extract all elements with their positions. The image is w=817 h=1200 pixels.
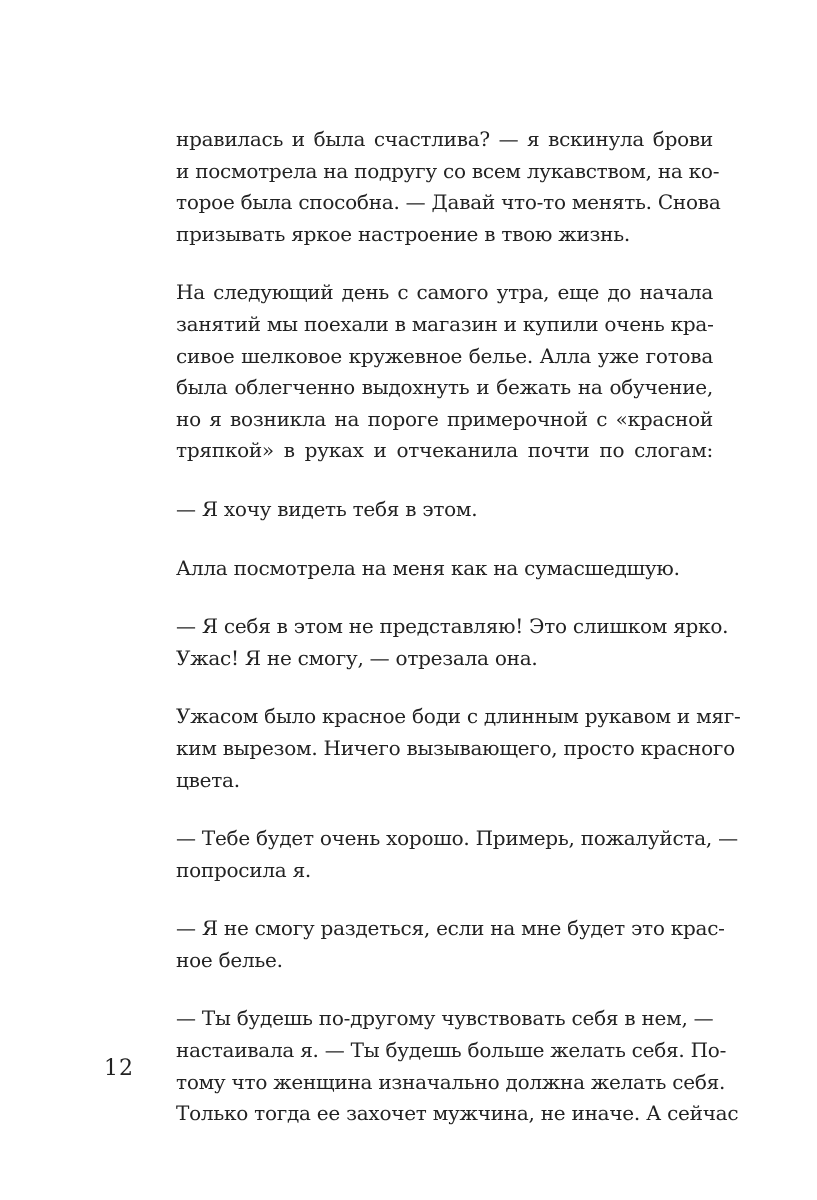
text-line: — Тебе будет очень хорошо. Примерь, пожалуйста, — [176, 826, 738, 851]
text-line: тому что женщина изначально должна желать себя. [176, 1069, 726, 1094]
text-line: Только тогда ее захочет мужчина, не иначе. А сейчас [176, 1101, 739, 1126]
text-line: призывать яркое настроение в твою жизнь. [176, 221, 630, 246]
text-line: попросила я. [176, 857, 312, 882]
page-number: 12 [104, 1056, 134, 1081]
text-line: — Я хочу видеть тебя в этом. [176, 496, 478, 521]
text-line: нравилась и была счастлива? — я вскинула брови [176, 127, 713, 151]
text-line: занятий мы поехали в магазин и купили очень кра- [176, 311, 714, 336]
text-line: Ужасом было красное боди с длинным рукавом и мяг- [176, 704, 741, 729]
text-line: была облегченно выдохнуть и бежать на обучение, [176, 375, 713, 400]
text-line: но я возникла на пороге примерочной с «красной [176, 406, 713, 431]
text-line: — Я не смогу раздеться, если на мне будет это крас- [176, 916, 725, 941]
text-line: торое была способна. — Давай что-то менять. Снова [176, 190, 721, 215]
body-text [176, 124, 741, 1130]
text-line: — Ты будешь по-другому чувствовать себя в нем, — [176, 1006, 714, 1031]
text-line: Алла посмотрела на меня как на сумасшедшую. [176, 555, 680, 580]
text-line: Ужас! Я не смогу, — отрезала она. [176, 645, 538, 670]
text-line: — Я себя в этом не представляю! Это слишком ярко. [176, 614, 729, 639]
text-line: ким вырезом. Ничего вызывающего, просто красного [176, 735, 735, 760]
text-line: настаивала я. — Ты будешь больше желать себя. По- [176, 1038, 727, 1063]
text-line: и посмотрела на подругу со всем лукавством, на ко- [176, 158, 720, 183]
text-line: сивое шелковое кружевное белье. Алла уже готова [176, 343, 713, 368]
text-line: На следующий день с самого утра, еще до начала [176, 280, 713, 305]
text-line: цвета. [176, 767, 240, 792]
text-line: тряпкой» в руках и отчеканила почти по слогам: [176, 438, 713, 463]
text-line: ное белье. [176, 947, 283, 972]
